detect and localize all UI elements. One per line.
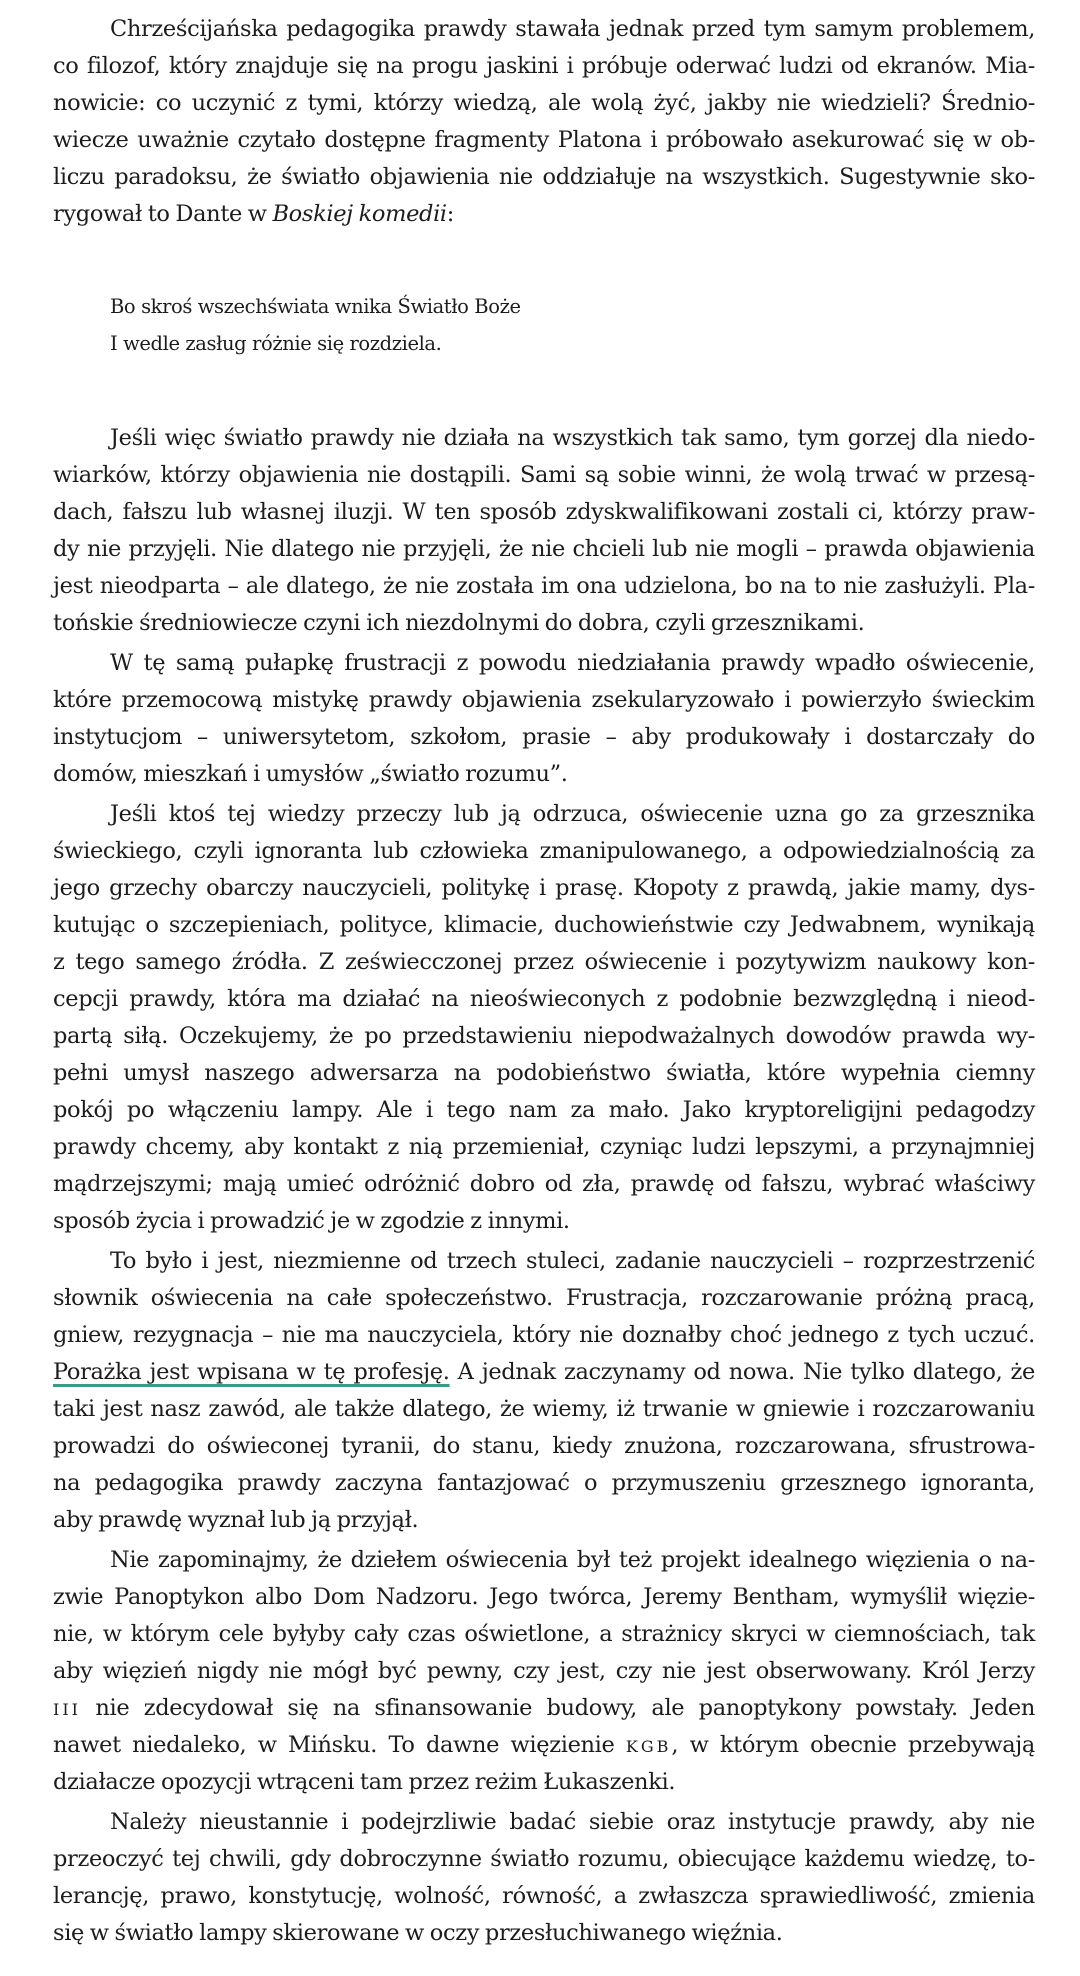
text-line: Należy nieustannie i podejrzliwie badać siebie oraz instytucje prawdy, aby nie <box>110 1809 1035 1835</box>
text-line: Chrześcijańska pedagogika prawdy stawała jednak przed tym samym problemem, <box>110 16 1035 42</box>
paragraph-6 <box>53 1542 1035 1801</box>
text-line: pełni umysł naszego adwersarza na podobieństwo światła, które wypełnia ciemny <box>53 1060 1035 1086</box>
text-line: To było i jest, niezmienne od trzech stuleci, zadanie nauczycieli – rozprzestrzenić <box>110 1248 1035 1274</box>
text-line: świeckiego, czyli ignoranta lub człowieka zmanipulowanego, a odpowiedzialnością za <box>53 838 1035 864</box>
verse-line: I wedle zasług różnie się rozdziela. <box>110 332 442 355</box>
text-line: cepcji prawdy, która ma działać na nieoświeconych z podobnie bezwzględną i nieod- <box>53 986 1035 1012</box>
text-line: aby prawdę wyznał lub ją przyjął. <box>53 1507 419 1533</box>
roman-numeral: III <box>53 1700 81 1719</box>
text-span: rygował to Dante w <box>53 201 273 227</box>
text-span: A jednak zaczynamy od nowa. Nie tylko dlatego, że <box>449 1359 1035 1385</box>
text-line: wiarków, którzy objawienia nie dostąpili. Sami są sobie winni, że wolą trwać w przesą- <box>53 462 1035 488</box>
text-line: Nie zapominajmy, że dziełem oświecenia był też projekt idealnego więzienia o na- <box>110 1547 1035 1573</box>
text-line: pokój po włączeniu lampy. Ale i tego nam za mało. Jako kryptoreligijni pedagodzy <box>53 1097 1035 1123</box>
acronym-small-caps: KGB <box>625 1737 672 1756</box>
text-line: co filozof, który znajduje się na progu jaskini i próbuje oderwać ludzi od ekranów. Mia- <box>53 53 1035 79</box>
text-line: mądrzejszymi; mają umieć odróżnić dobro od zła, prawdę od fałszu, wybrać właściwy <box>53 1171 1035 1197</box>
text-line: tońskie średniowiecze czyni ich niezdolnymi do dobra, czyli grzesznikami. <box>53 610 865 636</box>
text-line: jest nieodparta – ale dlatego, że nie została im ona udzielona, bo na to nie zasłużyli. Pla- <box>53 573 1035 599</box>
text-span: nie zdecydował się na sfinansowanie budowy, ale panoptykony powstały. Jeden <box>80 1695 1035 1721</box>
book-title-italic: Boskiej komedii <box>272 201 447 227</box>
paragraph-4 <box>53 796 1035 1240</box>
text-line: które przemocową mistykę prawdy objawienia zsekularyzowało i powierzyło świeckim <box>53 687 1035 713</box>
text-line: na pedagogika prawdy zaczyna fantazjować o przymuszeniu grzesznego ignoranta, <box>53 1470 1035 1496</box>
text-line: domów, mieszkań i umysłów „światło rozumu”. <box>53 761 568 787</box>
text-line: Jeśli więc światło prawdy nie działa na wszystkich tak samo, tym gorzej dla niedo- <box>110 425 1035 451</box>
text-line: liczu paradoksu, że światło objawienia nie oddziałuje na wszystkich. Sugestywnie sko- <box>53 164 1035 190</box>
paragraph-3 <box>53 645 1035 793</box>
paragraph-2 <box>53 420 1035 642</box>
text-line: z tego samego źródła. Z zeświecczonej przez oświecenie i pozytywizm naukowy kon- <box>53 949 1035 975</box>
text-line <box>53 196 1035 233</box>
verse-line: Bo skroś wszechświata wnika Światło Boże <box>110 295 521 318</box>
text-line: dach, fałszu lub własnej iluzji. W ten sposób zdyskwalifikowani zostali ci, którzy praw- <box>53 499 1035 525</box>
text-span: , w którym obecnie przebywają <box>671 1732 1035 1758</box>
text-line: prawdy chcemy, aby kontakt z nią przemieniał, czyniąc ludzi lepszymi, a przynajmniej <box>53 1134 1035 1160</box>
text-line: nie, w którym cele byłyby cały czas oświetlone, a strażnicy skryci w ciemnościach, tak <box>53 1621 1035 1647</box>
text-line: gniew, rezygnacja – nie ma nauczyciela, który nie doznałby choć jednego z tych uczuć. <box>53 1322 1035 1348</box>
text-line: przeoczyć tej chwili, gdy dobroczynne światło rozumu, obiecujące każdemu wiedzę, to- <box>53 1846 1035 1872</box>
text-line: jego grzechy obarczy nauczycieli, politykę i prasę. Kłopoty z prawdą, jakie mamy, dys- <box>53 875 1035 901</box>
verse-quote <box>53 288 1035 362</box>
paragraph-7 <box>53 1804 1035 1952</box>
paragraph-5 <box>53 1243 1035 1539</box>
highlighted-annotation[interactable]: Porażka jest wpisana w tę profesję. <box>53 1359 450 1385</box>
text-line: lerancję, prawo, konstytucję, wolność, równość, a zwłaszcza sprawiedliwość, zmienia <box>53 1883 1035 1909</box>
text-line: prowadzi do oświeconej tyranii, do stanu, kiedy znużona, rozczarowana, sfrustrowa- <box>53 1433 1035 1459</box>
text-line <box>53 1727 1035 1764</box>
text-line: słownik oświecenia na całe społeczeństwo. Frustracja, rozczarowanie próżną pracą, <box>53 1285 1035 1311</box>
text-line: partą siłą. Oczekujemy, że po przedstawieniu niepodważalnych dowodów prawda wy- <box>53 1023 1035 1049</box>
text-line: Jeśli ktoś tej wiedzy przeczy lub ją odrzuca, oświecenie uzna go za grzesznika <box>110 801 1035 827</box>
text-line: instytucjom – uniwersytetom, szkołom, prasie – aby produkowały i dostarczały do <box>53 724 1035 750</box>
text-line: sposób życia i prowadzić je w zgodzie z innymi. <box>53 1208 570 1234</box>
text-flow <box>53 11 1035 1955</box>
text-line <box>53 1354 1035 1391</box>
text-line: dy nie przyjęli. Nie dlatego nie przyjęli, że nie chcieli lub nie mogli – prawda objawienia <box>53 536 1035 562</box>
text-line: taki jest nasz zawód, ale także dlatego, że wiemy, iż trwanie w gniewie i rozczarowaniu <box>53 1396 1035 1422</box>
text-span: nawet niedaleko, w Mińsku. To dawne więzienie <box>53 1732 626 1758</box>
text-line <box>53 1690 1035 1727</box>
text-line: kutując o szczepieniach, polityce, klimacie, duchowieństwie czy Jedwabnem, wynikają <box>53 912 1035 938</box>
text-line: działacze opozycji wtrąceni tam przez reżim Łukaszenki. <box>53 1769 676 1795</box>
text-line: się w światło lampy skierowane w oczy przesłuchiwanego więźnia. <box>53 1920 783 1946</box>
text-line: zwie Panoptykon albo Dom Nadzoru. Jego twórca, Jeremy Bentham, wymyślił więzie- <box>53 1584 1035 1610</box>
text-line: wiecze uważnie czytało dostępne fragmenty Platona i próbowało asekurować się w ob- <box>53 127 1035 153</box>
text-span: : <box>446 201 455 227</box>
text-line: W tę samą pułapkę frustracji z powodu niedziałania prawdy wpadło oświecenie, <box>110 650 1035 676</box>
paragraph-1 <box>53 11 1035 233</box>
text-line: nowicie: co uczynić z tymi, którzy wiedzą, ale wolą żyć, jakby nie wiedzieli? Średnio- <box>53 90 1035 116</box>
text-line: aby więzień nigdy nie mógł być pewny, czy jest, czy nie jest obserwowany. Król Jerzy <box>53 1658 1035 1684</box>
